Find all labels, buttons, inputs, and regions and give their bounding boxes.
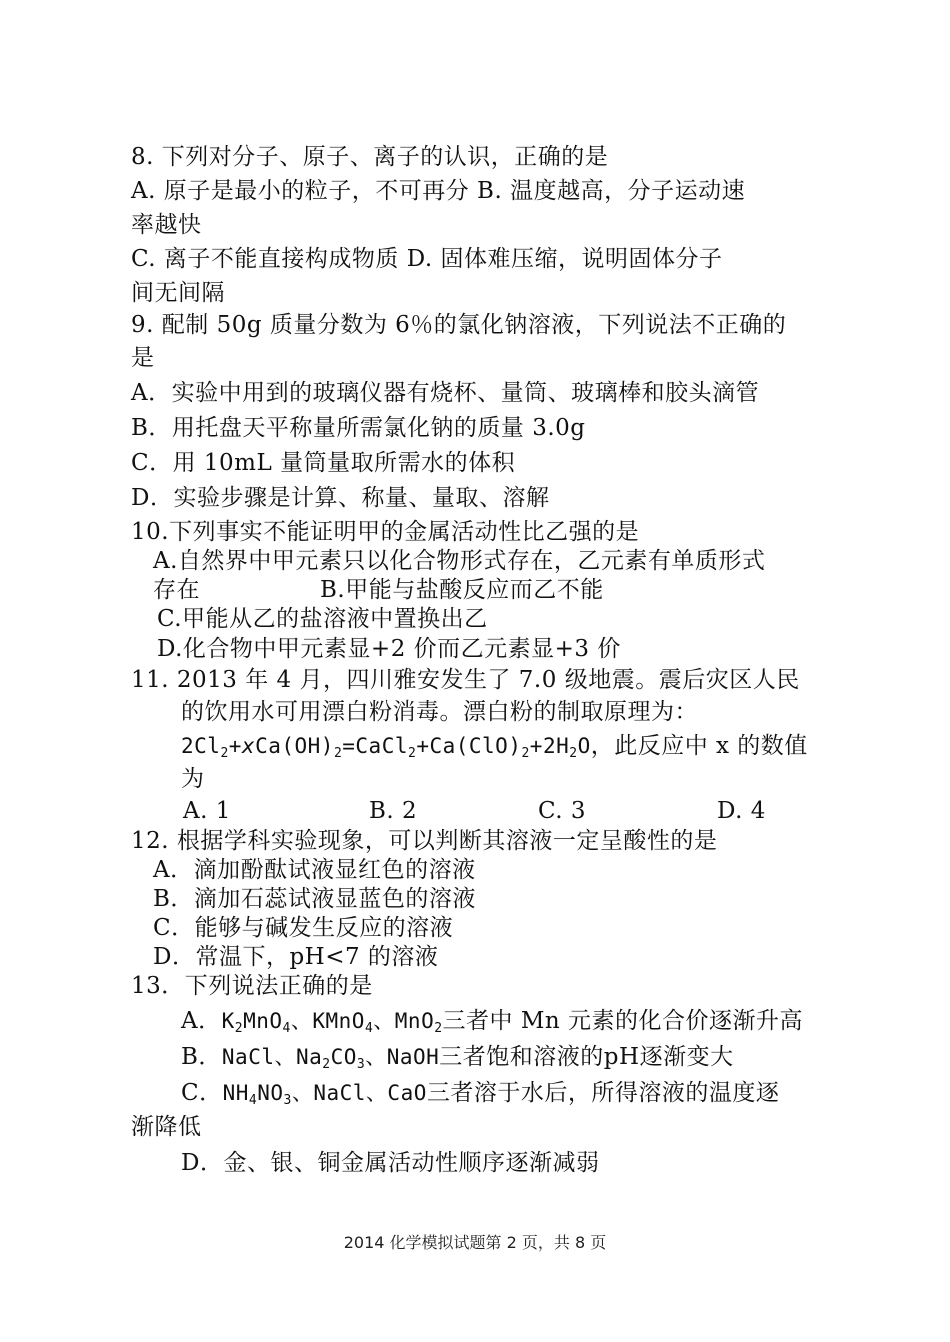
q13-option-b-formulas: NaCl、$Na_2CO_3$、NaOH [221,1045,440,1072]
q9-option-b: B．用托盘天平称量所需氯化钠的质量 3.0g [131,415,586,441]
q10-option-c: C.甲能从乙的盐溶液中置换出乙 [157,606,488,632]
q13-option-d: D．金、银、铜金属活动性顺序逐渐减弱 [181,1150,600,1176]
q13-option-b-letter: B． [181,1044,222,1070]
q13-option-a-formulas: $K_2MnO_4$、KMnO$_4$、MnO$_2$ [221,1009,443,1036]
q13-option-c-text: 三者溶于水后，所得溶液的温度逐 [426,1080,780,1106]
q13-option-c [181,1078,779,1108]
q11-stem: 11. 2013 年 4 月，四川雅安发生了 7.0 级地震。震后灾区人民 [131,667,800,693]
q11-option-a: A. 1 [183,798,231,824]
q11-equation: $2Cl_2+xCa(OH)_2=CaCl_2+Ca(ClO)_2+2H_2O$ [181,734,591,761]
q13-option-c-formulas: $NH_4NO_3$、NaCl、CaO [222,1081,427,1108]
q11-option-b: B. 2 [369,798,418,824]
q13-stem: 13．下列说法正确的是 [131,973,373,999]
q10-option-a-cont: 存在 [153,577,200,603]
q12-option-b: B．滴加石蕊试液显蓝色的溶液 [153,886,476,912]
page-footer: 2014 化学模拟试题第 2 页，共 8 页 [343,1233,607,1252]
q11-equation-line [181,731,808,761]
q13-option-c-cont: 渐降低 [131,1114,202,1140]
q11-option-c: C. 3 [538,798,587,824]
q8-option-d-cont: 间无间隔 [131,280,225,306]
q13-option-c-letter: C． [181,1080,223,1106]
q10-option-a: A.自然界中甲元素只以化合物形式存在，乙元素有单质形式 [153,548,766,574]
q12-option-c: C．能够与碱发生反应的溶液 [153,915,454,941]
q9-option-a: A．实验中用到的玻璃仪器有烧杯、量筒、玻璃棒和胶头滴管 [131,380,760,406]
q12-option-a: A．滴加酚酞试液显红色的溶液 [153,857,476,883]
q10-stem: 10.下列事实不能证明甲的金属活动性比乙强的是 [131,519,640,545]
q8-stem: 8. 下列对分子、原子、离子的认识，正确的是 [131,144,609,170]
q8-option-a-b: A. 原子是最小的粒子，不可再分 B. 温度越高，分子运动速 [131,178,746,204]
q9-stem-cont: 是 [131,345,155,371]
q8-option-b-cont: 率越快 [131,212,202,238]
q13-option-a-text: 三者中 Mn 元素的化合价逐渐升高 [442,1008,804,1034]
q10-option-b: B.甲能与盐酸反应而乙不能 [320,577,604,603]
q11-stem-line4: 为 [181,766,205,792]
q12-stem: 12. 根据学科实验现象，可以判断其溶液一定呈酸性的是 [131,828,718,854]
q9-option-d: D．实验步骤是计算、称量、量取、溶解 [131,485,550,511]
q13-option-a [181,1006,803,1036]
q11-option-d: D. 4 [717,798,766,824]
q12-option-d: D．常温下，pH<7 的溶液 [153,944,439,970]
q11-equation-suffix: ，此反应中 x 的数值 [590,733,808,759]
q10-option-d: D.化合物中甲元素显+2 价而乙元素显+3 价 [157,636,621,662]
q9-option-c: C．用 10mL 量筒量取所需水的体积 [131,450,516,476]
q13-option-b [181,1042,734,1072]
q13-option-b-text: 三者饱和溶液的pH逐渐变大 [439,1044,734,1070]
q11-stem-line2: 的饮用水可用漂白粉消毒。漂白粉的制取原理为： [181,699,698,725]
q8-option-c-d: C. 离子不能直接构成物质 D. 固体难压缩，说明固体分子 [131,246,723,272]
q13-option-a-letter: A． [181,1008,222,1034]
q9-stem: 9. 配制 50g 质量分数为 6％的氯化钠溶液，下列说法不正确的 [131,312,787,338]
